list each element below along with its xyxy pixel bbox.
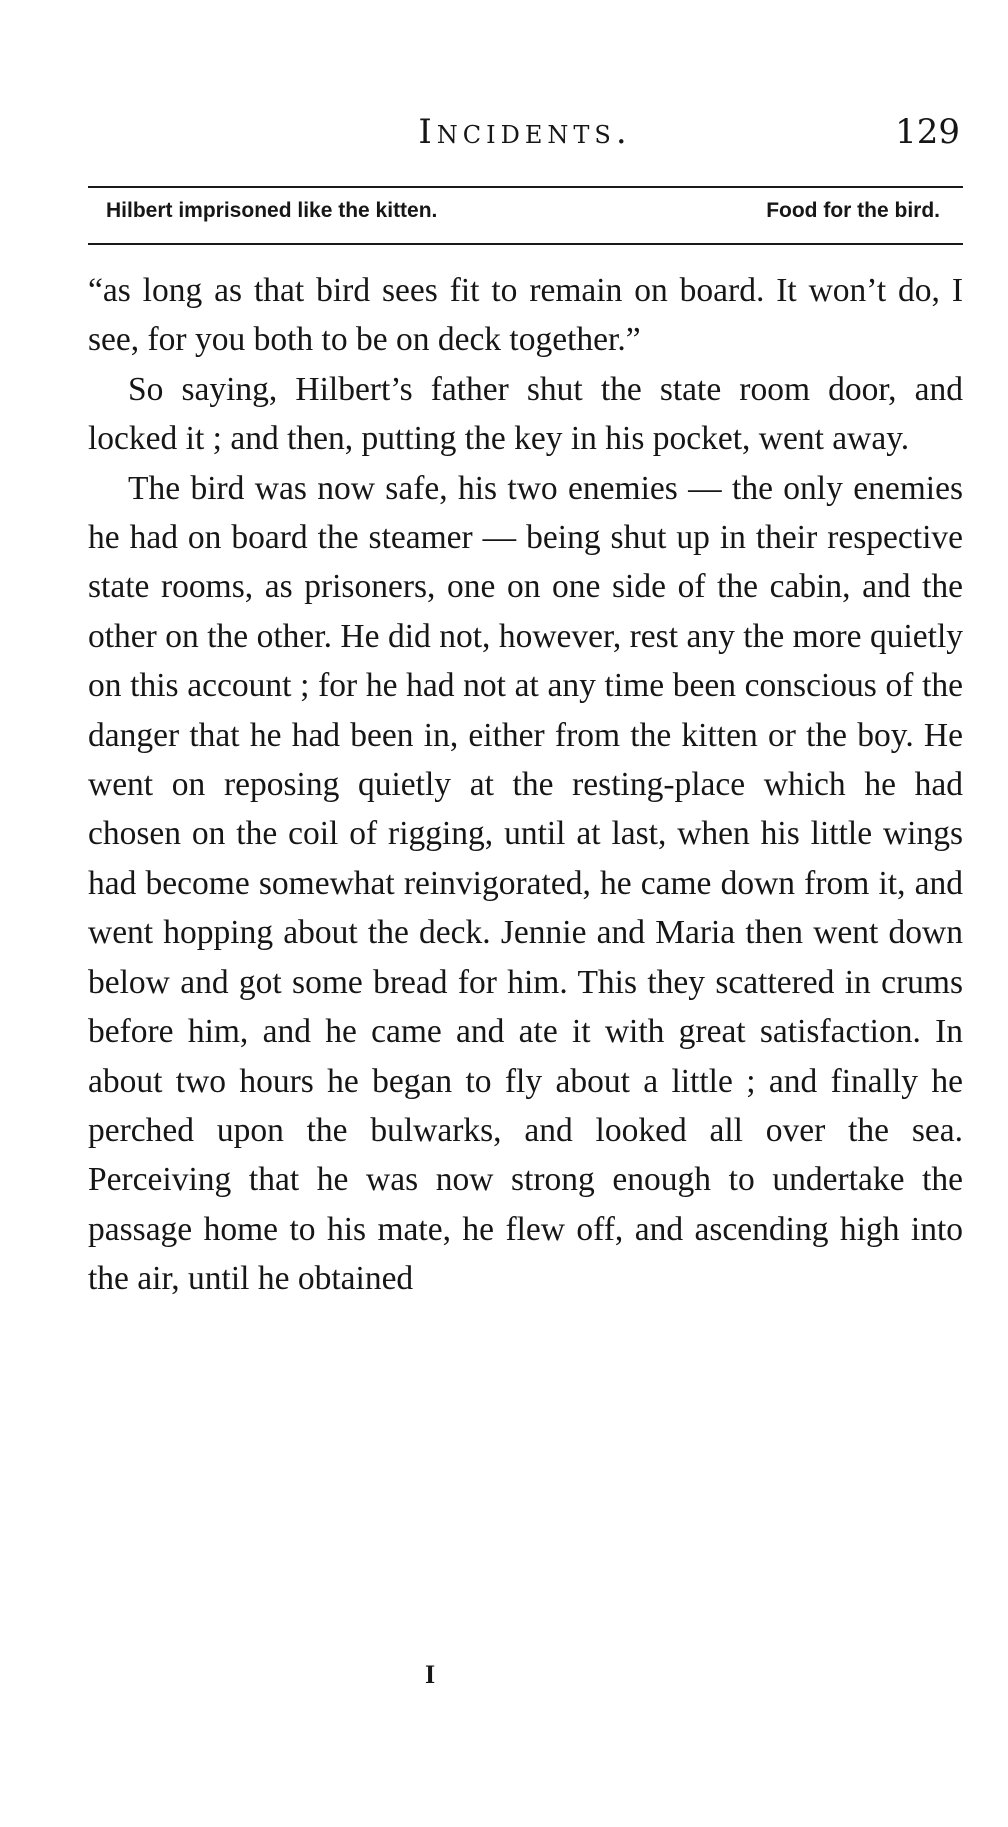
body-text	[88, 266, 963, 1304]
paragraph: The bird was now safe, his two enemies — the only enemies he had on board the steamer — being shut up in their respective state rooms, as prisoners, one on one side of the cabin, and the other on the other. He did not, however, rest any the more quietly on this account ; for he had not at any time been conscious of the danger that he had been in, either from the kitten or the boy. He went on reposing quietly at the resting-place which he had chosen on the coil of rigging, until at last, when his little wings had become somewhat reinvigorated, he came down from it, and went hopping about the deck. Jennie and Maria then went down below and got some bread for him. This they scattered in crums before him, and he came and ate it with great satisfaction. In about two hours he began to fly about a little ; and finally he perched upon the bulwarks, and looked all over the sea. Perceiving that he was now strong enough to undertake the passage home to his mate, he flew off, and ascending high into the air, until he obtained	[88, 469, 963, 1298]
side-notes	[106, 199, 940, 235]
page-number: 129	[895, 112, 960, 152]
side-note-right: Food for the bird.	[766, 199, 940, 222]
signature-mark: I	[424, 1660, 436, 1689]
running-title: Incidents.	[418, 112, 632, 152]
header-rule-top	[88, 186, 963, 188]
header-rule-bottom	[88, 243, 963, 245]
running-head	[90, 112, 960, 164]
side-note-left: Hilbert imprisoned like the kitten.	[106, 199, 438, 222]
paragraph: So saying, Hilbert’s father shut the state room door, and locked it ; and then, putting the key in his pocket, went away.	[88, 370, 963, 458]
paragraph-continued: “as long as that bird sees fit to remain on board. It won’t do, I see, for you both to be on deck together.”	[88, 272, 963, 359]
